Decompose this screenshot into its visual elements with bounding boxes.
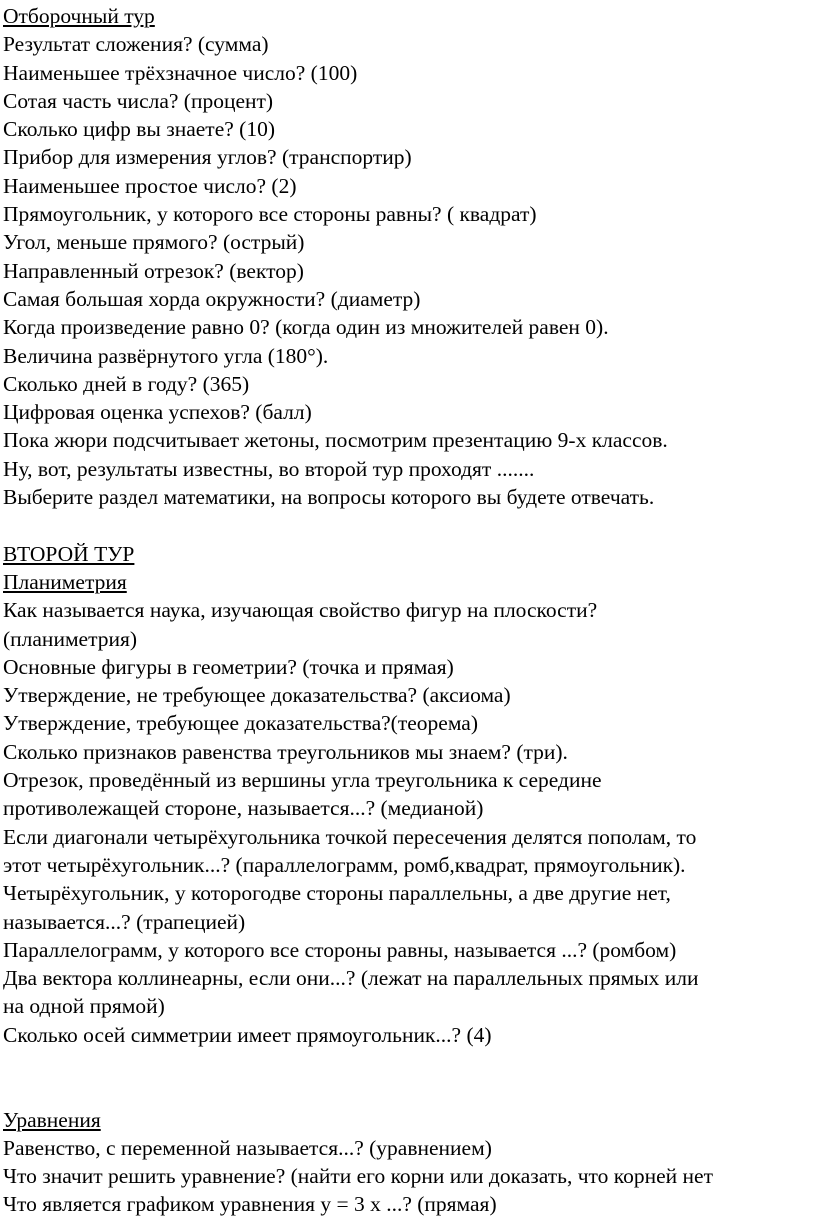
question-line: Прибор для измерения углов? (транспортир) [3, 145, 412, 170]
question-line: Два вектора коллинеарны, если они...? (лежат на параллельных прямых или [3, 966, 699, 991]
text-line: Выберите раздел математики, на вопросы которого вы будете отвечать. [3, 485, 655, 510]
round2-title: ВТОРОЙ ТУР [3, 541, 135, 566]
document-page [3, 2, 816, 1219]
round1-questions [3, 30, 816, 511]
question-line: Утверждение, не требующее доказательства? (аксиома) [3, 683, 511, 708]
question-line: Сколько дней в году? (365) [3, 371, 250, 396]
question-line: (планиметрия) [3, 626, 138, 651]
question-line: Сколько цифр вы знаете? (10) [3, 117, 275, 142]
question-line: Самая большая хорда окружности? (диаметр) [3, 286, 421, 311]
question-line: этот четырёхугольник...? (параллелограмм, ромб,квадрат, прямоугольник). [3, 852, 686, 877]
text-line: Ну, вот, результаты известны, во второй тур проходят ....... [3, 456, 535, 481]
question-line: Когда произведение равно 0? (когда один из множителей равен 0). [3, 315, 609, 340]
question-line: противолежащей стороне, называется...? (медианой) [3, 796, 484, 821]
question-line: Как называется наука, изучающая свойство фигур на плоскости? [3, 598, 598, 623]
question-line: Утверждение, требующее доказательства?(теорема) [3, 711, 478, 736]
planimetry-questions [3, 596, 816, 1049]
question-line: Сотая часть числа? (процент) [3, 88, 274, 113]
equations-questions [3, 1134, 816, 1219]
question-line: Четырёхугольник, у которогодве стороны параллельны, а две другие нет, [3, 881, 671, 906]
question-line: Что значит решить уравнение? (найти его корни или доказать, что корней нет [3, 1164, 713, 1189]
question-line: Величина развёрнутого угла (180°). [3, 343, 329, 368]
blank-line [3, 511, 816, 539]
question-line: Прямоугольник, у которого все стороны равны? ( квадрат) [3, 202, 537, 227]
planimetry-title: Планиметрия [3, 569, 127, 594]
question-line: Направленный отрезок? (вектор) [3, 258, 304, 283]
question-line: Угол, меньше прямого? (острый) [3, 230, 305, 255]
question-line: называется...? (трапецией) [3, 909, 246, 934]
question-line: Наименьшее простое число? (2) [3, 173, 297, 198]
question-line: Равенство, с переменной называется...? (уравнением) [3, 1135, 492, 1160]
question-line: Если диагонали четырёхугольника точкой пересечения делятся пополам, то [3, 824, 697, 849]
text-line: Пока жюри подсчитывает жетоны, посмотрим презентацию 9-х классов. [3, 428, 668, 453]
round1-title: Отборочный тур [3, 4, 155, 28]
question-line: Цифровая оценка успехов? (балл) [3, 400, 312, 425]
question-line: Отрезок, проведённый из вершины угла треугольника к середине [3, 768, 602, 793]
question-line: на одной прямой) [3, 994, 165, 1019]
question-line: Сколько осей симметрии имеет прямоугольник...? (4) [3, 1022, 492, 1047]
question-line: Параллелограмм, у которого все стороны равны, называется ...? (ромбом) [3, 937, 677, 962]
question-line: Результат сложения? (сумма) [3, 32, 269, 57]
blank-line [3, 1077, 816, 1105]
question-line: Что является графиком уравнения у = 3 х ...? (прямая) [3, 1192, 497, 1217]
question-line: Наименьшее трёхзначное число? (100) [3, 60, 358, 85]
equations-title: Уравнения [3, 1107, 101, 1132]
question-line: Основные фигуры в геометрии? (точка и прямая) [3, 654, 454, 679]
question-line: Сколько признаков равенства треугольников мы знаем? (три). [3, 739, 568, 764]
blank-line [3, 1049, 816, 1077]
